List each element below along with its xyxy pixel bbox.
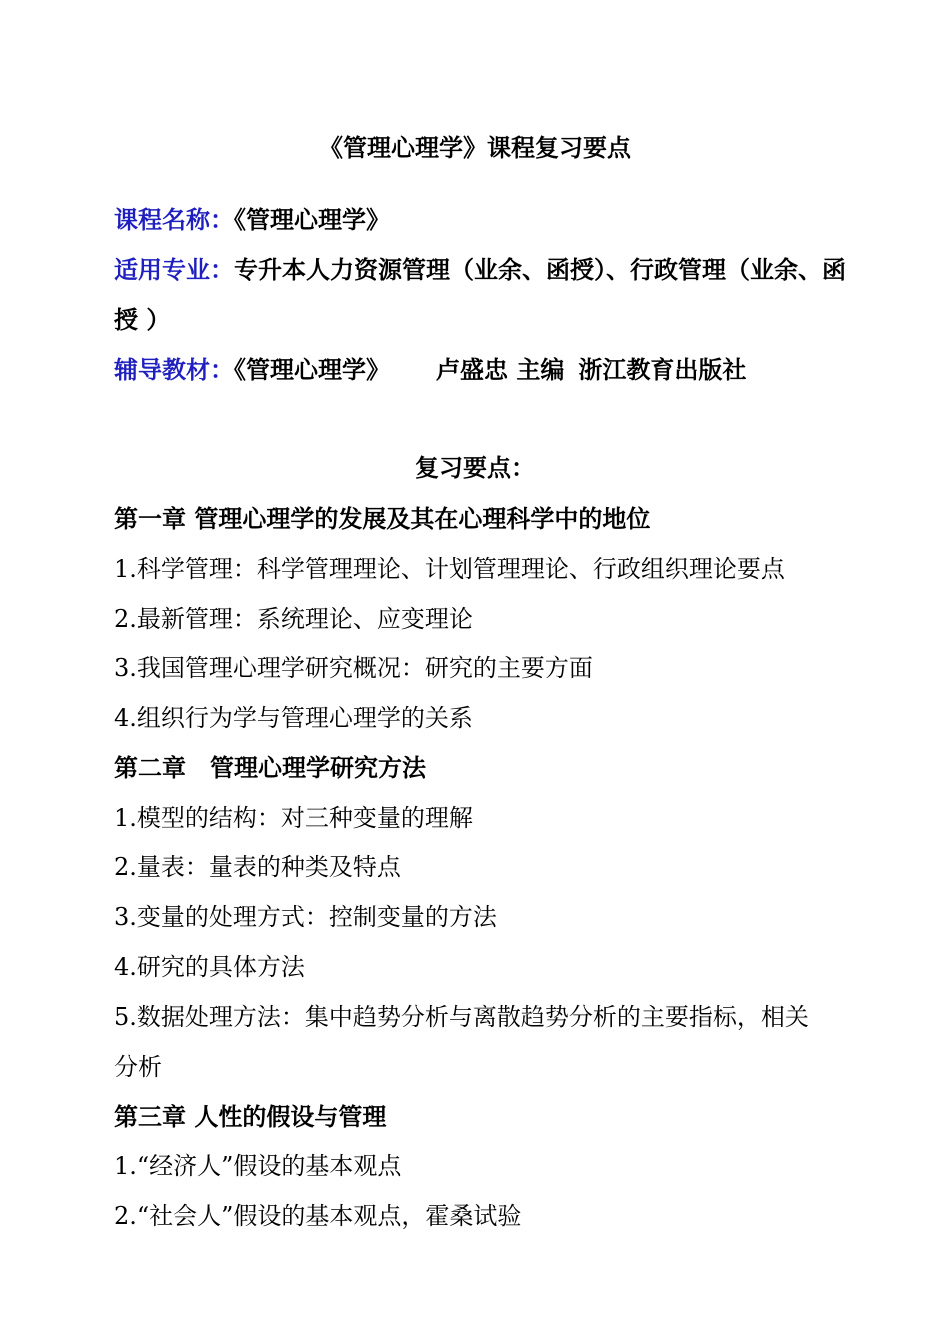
course-name-label: 课程名称：: [114, 205, 234, 234]
chapter-2-title: 第二章 管理心理学研究方法: [114, 753, 426, 782]
chapter-1-item: 3.我国管理心理学研究概况：研究的主要方面: [114, 654, 593, 682]
chapter-2-item: 3.变量的处理方式：控制变量的方法: [114, 903, 497, 931]
chapter-1-title: 第一章 管理心理学的发展及其在心理科学中的地位: [114, 504, 651, 533]
chapter-1-item: 1.科学管理：科学管理理论、计划管理理论、行政组织理论要点: [114, 555, 785, 583]
chapter-2-item: 2.量表：量表的种类及特点: [114, 853, 401, 881]
course-name-row: [114, 204, 838, 236]
course-name-value: 《管理心理学》: [234, 205, 390, 234]
chapter-1-item: 2.最新管理：系统理论、应变理论: [114, 605, 473, 633]
major-label: 适用专业：: [114, 255, 234, 284]
chapter-2-item-5-line1: 5.数据处理方法：集中趋势分析与离散趋势分析的主要指标，相关: [114, 1003, 809, 1031]
textbook-book: 《管理心理学》: [234, 355, 390, 384]
major-row: [114, 254, 846, 286]
chapter-3-title: 第三章 人性的假设与管理: [114, 1102, 387, 1131]
textbook-row: [114, 354, 838, 386]
chapter-2-item: 1.模型的结构：对三种变量的理解: [114, 804, 473, 832]
textbook-editor: 卢盛忠 主编: [436, 355, 565, 384]
document-title: 《管理心理学》课程复习要点: [319, 133, 631, 162]
chapter-2-item-5-line2: 分析: [114, 1053, 162, 1081]
major-value-line1: 专升本人力资源管理（业余、函授）、行政管理（业余、函: [234, 255, 846, 284]
chapter-1-item: 4.组织行为学与管理心理学的关系: [114, 704, 473, 732]
chapter-3-item: 1.“经济人”假设的基本观点: [114, 1152, 402, 1180]
chapter-2-item: 4.研究的具体方法: [114, 953, 305, 981]
review-heading: 复习要点：: [415, 453, 535, 482]
chapter-3-item: 2.“社会人”假设的基本观点，霍桑试验: [114, 1202, 522, 1230]
textbook-publisher: 浙江教育出版社: [578, 355, 747, 384]
major-value-line2: 授 ）: [114, 305, 171, 334]
textbook-label: 辅导教材：: [114, 355, 234, 384]
